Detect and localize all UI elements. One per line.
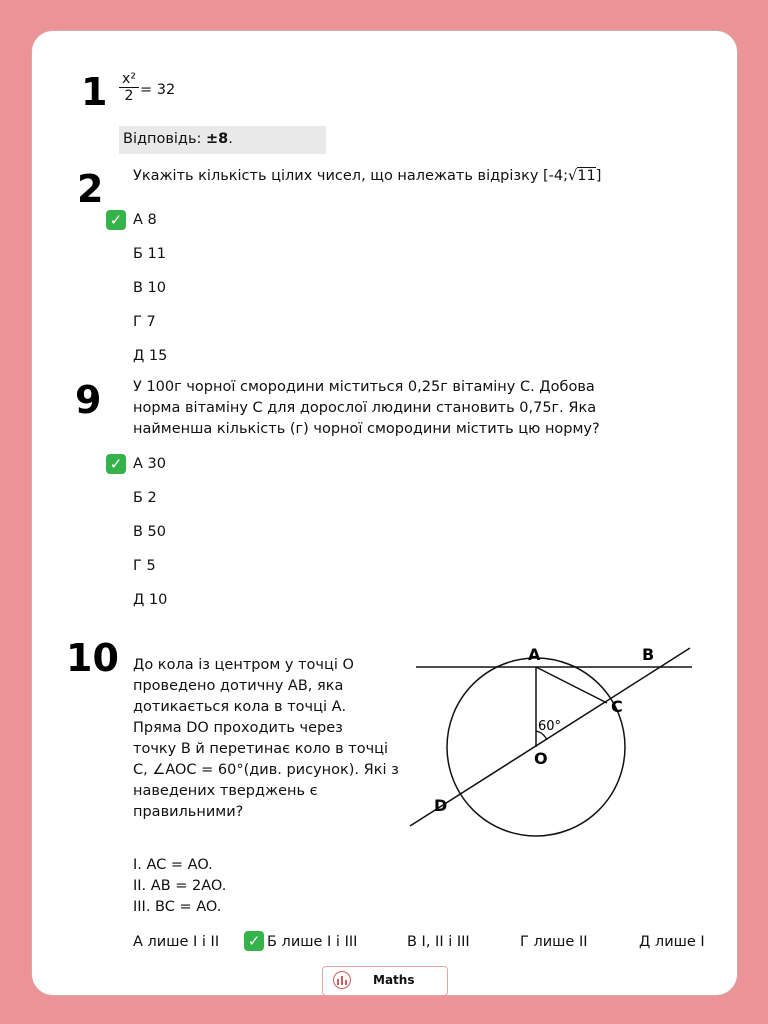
check-mark-icon: ✓: [106, 210, 126, 230]
sqrt-value: 11: [577, 168, 596, 184]
question-text: [133, 166, 601, 187]
answer-box: [119, 126, 326, 154]
answer-value: ±8: [206, 131, 229, 147]
footer-label: Maths: [373, 973, 415, 987]
question-line: найменша кількість (г) чорної смородини містить цю норму?: [133, 421, 600, 437]
option-a[interactable]: А лише I і II: [133, 934, 220, 950]
answer-text: [123, 131, 233, 147]
question-number: 9: [75, 378, 102, 422]
option-b[interactable]: Б лише I і III: [267, 934, 358, 950]
question-line: У 100г чорної смородини міститься 0,25г вітаміну С. Добова: [133, 379, 595, 395]
question-line: дотикається кола в точці А.: [133, 699, 347, 715]
check-mark-icon: ✓: [244, 931, 264, 951]
option-a[interactable]: А 8: [133, 212, 157, 228]
question-line: наведених тверджень є: [133, 783, 318, 799]
fraction-numerator: x²: [122, 71, 136, 87]
option-d[interactable]: Д лише I: [639, 934, 705, 950]
label-o: O: [534, 749, 548, 768]
option-a[interactable]: А 30: [133, 456, 166, 472]
geometry-figure: [402, 643, 702, 853]
label-b: B: [642, 645, 655, 664]
option-v[interactable]: В 10: [133, 280, 167, 296]
check-mark-icon: ✓: [106, 454, 126, 474]
option-b[interactable]: Б 11: [133, 246, 167, 262]
question-suffix: ]: [595, 168, 602, 184]
label-a: A: [528, 645, 541, 664]
question-number: 10: [66, 636, 119, 680]
question-prefix: Укажіть кількість цілих чисел, що належать відрізку [-4;: [133, 168, 569, 184]
angle-label: 60°: [538, 719, 562, 734]
question-line: проведено дотичну АВ, яка: [133, 678, 344, 694]
chart-logo-icon: [333, 971, 351, 989]
sqrt-symbol: √: [568, 168, 578, 184]
statement: I. AC = AO.: [133, 857, 213, 873]
option-d[interactable]: Д 15: [133, 348, 168, 364]
statement: III. BC = AO.: [133, 899, 222, 915]
question-line: правильними?: [133, 804, 244, 820]
question-number: 1: [81, 70, 108, 114]
question-number: 2: [77, 167, 104, 211]
statements: [133, 855, 226, 918]
question-text: [133, 655, 399, 823]
option-d[interactable]: Д 10: [133, 592, 168, 608]
worksheet-card: [31, 30, 738, 996]
question-line: С, ∠AOC = 60°(див. рисунок). Які з: [133, 762, 399, 778]
question-line: Пряма DO проходить через: [133, 720, 343, 736]
answer-end: .: [228, 131, 233, 147]
equation-rhs: = 32: [140, 82, 176, 98]
answer-label: Відповідь:: [123, 131, 202, 147]
fraction-denominator: 2: [124, 88, 134, 104]
option-g[interactable]: Г 5: [133, 558, 156, 574]
footer-badge: [322, 966, 448, 996]
option-g[interactable]: Г лише II: [520, 934, 588, 950]
label-c: C: [611, 697, 623, 716]
option-v[interactable]: В 50: [133, 524, 167, 540]
question-line: точку В й перетинає коло в точці: [133, 741, 389, 757]
option-g[interactable]: Г 7: [133, 314, 156, 330]
option-v[interactable]: В I, II і III: [407, 934, 470, 950]
question-line: норма вітаміну С для дорослої людини становить 0,75г. Яка: [133, 400, 597, 416]
question-text: [133, 377, 600, 440]
segment-ac: [536, 667, 607, 703]
statement: II. AB = 2AO.: [133, 878, 227, 894]
label-d: D: [434, 796, 448, 815]
option-b[interactable]: Б 2: [133, 490, 157, 506]
question-line: До кола із центром у точці О: [133, 657, 354, 673]
fraction: [119, 72, 139, 104]
